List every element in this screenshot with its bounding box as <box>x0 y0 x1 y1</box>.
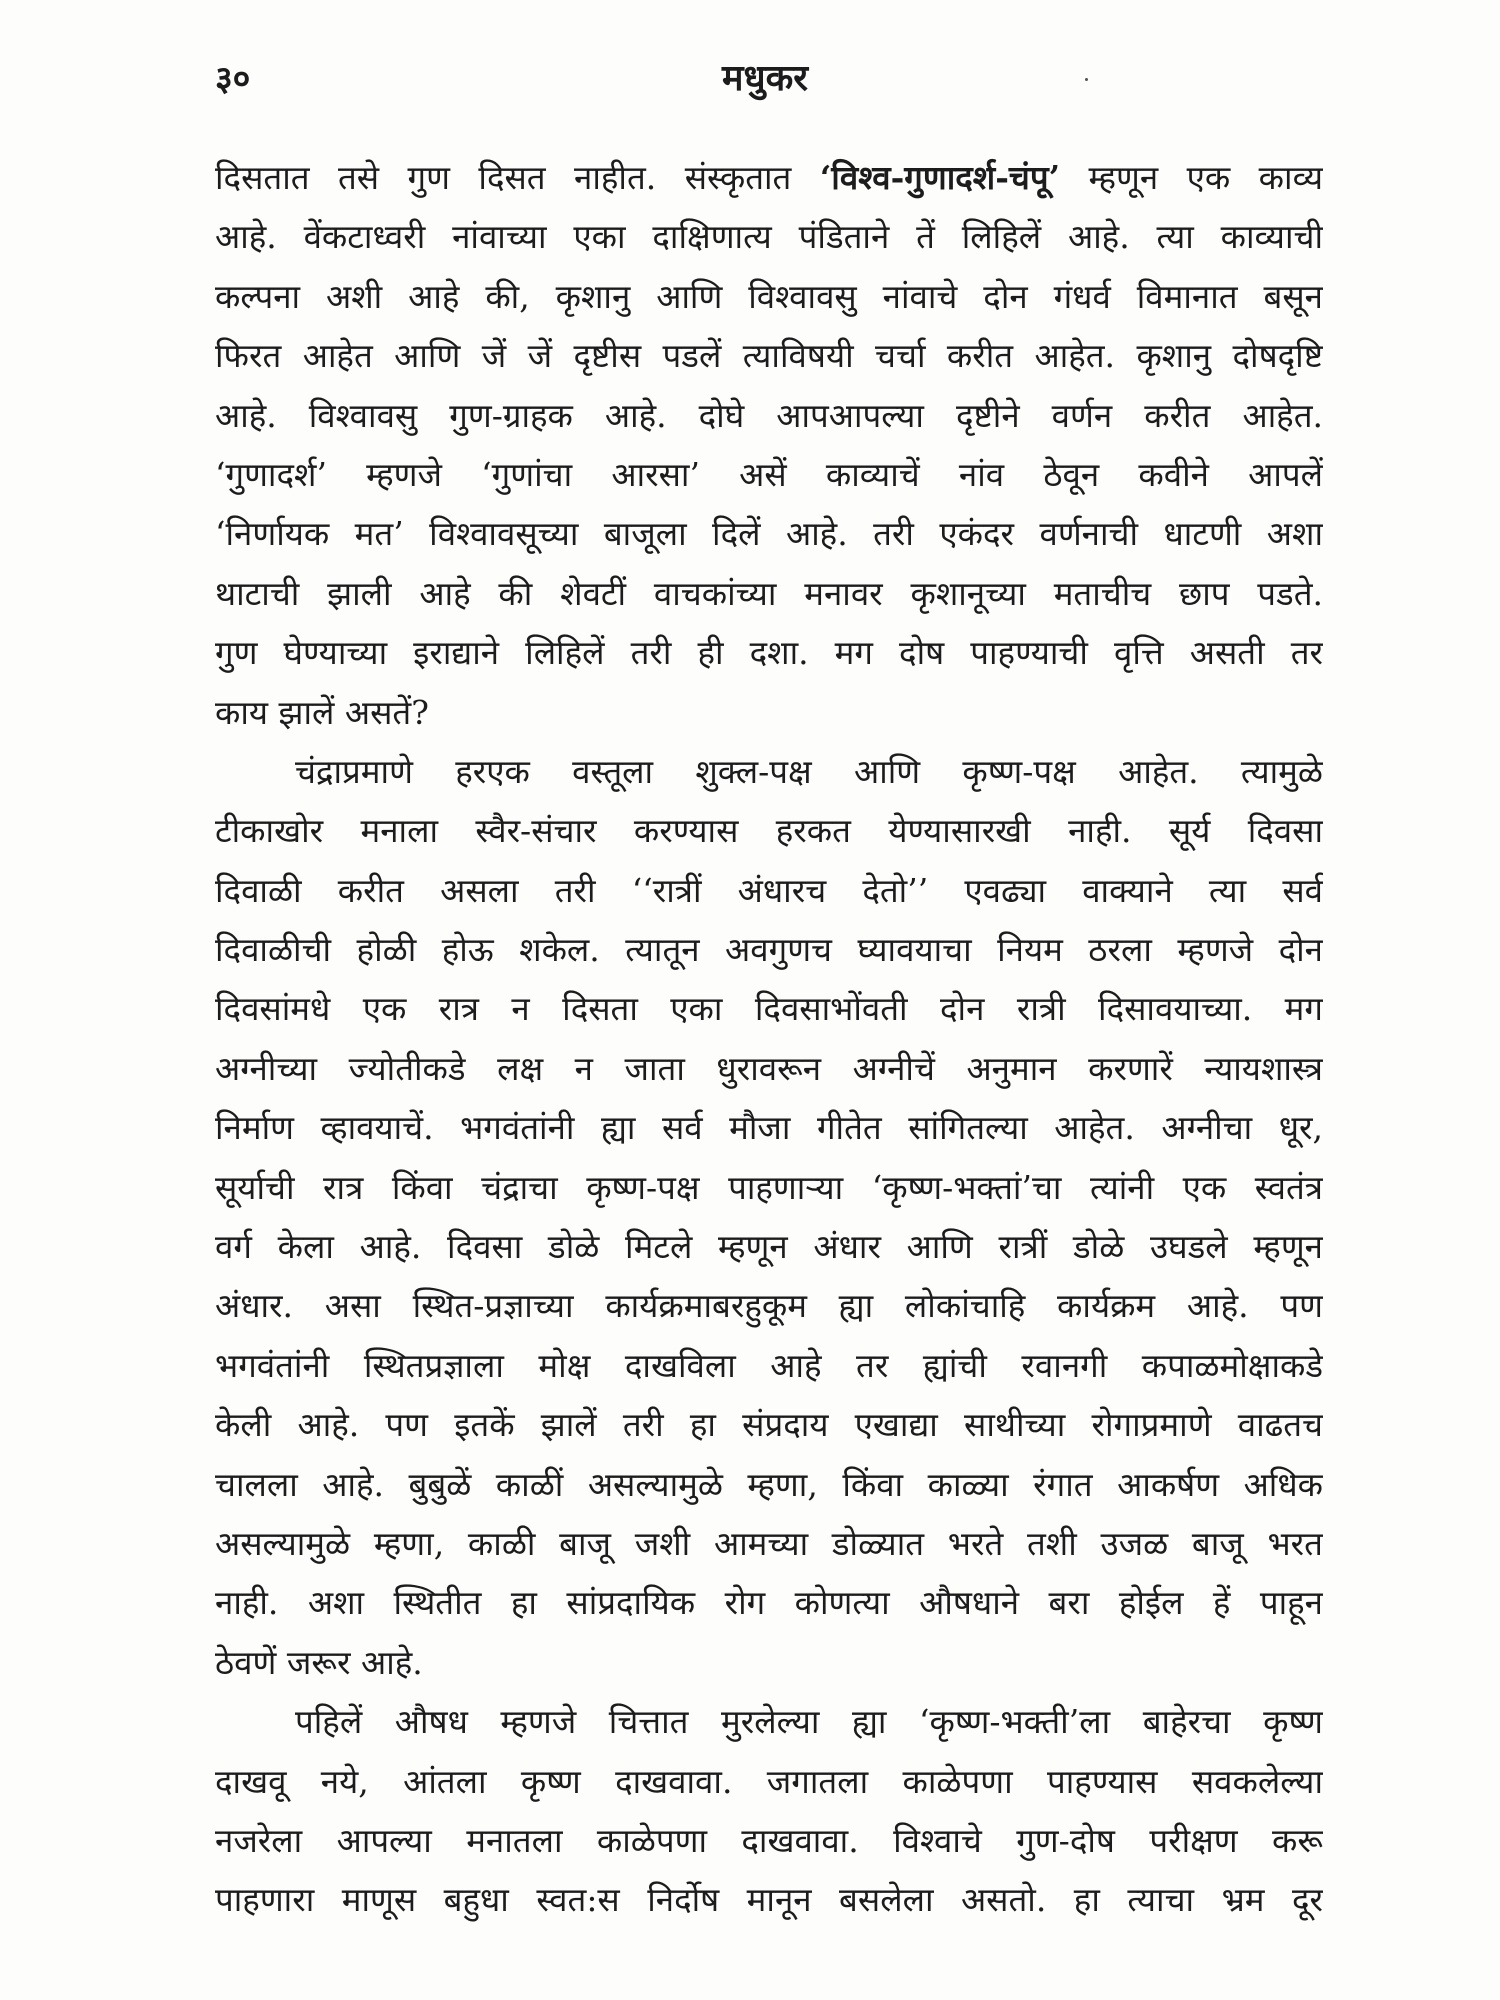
text-line <box>215 504 1323 563</box>
paragraph <box>215 148 1323 742</box>
bold-title-text: ‘विश्व-गुणादर्श-चंपू’ <box>819 158 1061 197</box>
book-title: मधुकर <box>721 57 809 99</box>
text-line <box>215 1158 1323 1217</box>
text-line <box>215 861 1323 920</box>
text-line <box>215 445 1323 504</box>
text-line <box>215 207 1323 266</box>
text-line <box>215 979 1323 1038</box>
line-text: दिसतात तसे गुण दिसत नाहीत. संस्कृतात <box>215 158 820 197</box>
text-line <box>215 1336 1323 1395</box>
text-line <box>215 1039 1323 1098</box>
line-text: ‘निर्णायक मत’ विश्वावसूच्या बाजूला दिलें आहे. तरी एकंदर वर्णनाची धाटणी अशा <box>215 514 1323 554</box>
line-text: चालला आहे. बुबुळें काळीं असल्यामुळे म्हणा, किंवा काळ्या रंगात आकर्षण अधिक <box>215 1464 1323 1504</box>
text-line <box>215 564 1323 623</box>
line-text: नाही. अशा स्थितीत हा सांप्रदायिक रोग कोणत्या औषधाने बरा होईल हें पाहून <box>215 1583 1323 1623</box>
paragraph <box>215 742 1323 1692</box>
line-text: अग्नीच्या ज्योतीकडे लक्ष न जाता धुरावरून अग्नीचें अनुमान करणारें न्यायशास्त्र <box>215 1048 1323 1088</box>
text-line <box>215 623 1323 682</box>
line-text: म्हणून एक काव्य <box>1060 158 1323 197</box>
line-text: आहे. विश्वावसु गुण-ग्राहक आहे. दोघे आपआपल्या दृष्टीने वर्णन करीत आहेत. <box>215 395 1323 435</box>
text-line <box>215 920 1323 979</box>
line-text: फिरत आहेत आणि जें जें दृष्टीस पडलें त्याविषयी चर्चा करीत आहेत. कृशानु दोषदृष्टि <box>215 336 1323 376</box>
text-line <box>215 1276 1323 1335</box>
line-text: ठेवणें जरूर आहे. <box>215 1642 423 1682</box>
line-text: दाखवू नये, आंतला कृष्ण दाखवावा. जगातला काळेपणा पाहण्यास सवकलेल्या <box>215 1761 1323 1801</box>
line-text: दिवसांमधे एक रात्र न दिसता एका दिवसाभोंवती दोन रात्री दिसावयाच्या. मग <box>215 989 1323 1029</box>
line-text: दिवाळीची होळी होऊ शकेल. त्यातून अवगुणच घ्यावयाचा नियम ठरला म्हणजे दोन <box>215 930 1323 970</box>
line-text: आहे. वेंकटाध्वरी नांवाच्या एका दाक्षिणात्य पंडिताने तें लिहिलें आहे. त्या काव्याची <box>215 217 1323 257</box>
line-text: थाटाची झाली आहे की शेवटीं वाचकांच्या मनावर कृशानूच्या मताचीच छाप पडते. <box>215 573 1323 613</box>
paragraph <box>215 1692 1323 1930</box>
page-number: ३० <box>215 59 251 99</box>
running-head <box>215 48 1315 108</box>
text-line <box>215 1811 1323 1870</box>
line-text: टीकाखोर मनाला स्वैर-संचार करण्यास हरकत येण्यासारखी नाही. सूर्य दिवसा <box>215 811 1323 851</box>
text-line <box>215 801 1323 860</box>
line-text: केली आहे. पण इतकें झालें तरी हा संप्रदाय एखाद्या साथीच्या रोगाप्रमाणे वाढतच <box>215 1405 1323 1445</box>
text-line <box>215 1573 1323 1632</box>
line-text: दिवाळी करीत असला तरी ‘‘रात्रीं अंधारच देतो’’ एवढ्या वाक्याने त्या सर्व <box>215 870 1323 910</box>
text-line <box>215 1514 1323 1573</box>
text-line <box>215 326 1323 385</box>
line-text: भगवंतांनी स्थितप्रज्ञाला मोक्ष दाखविला आहे तर ह्यांची रवानगी कपाळमोक्षाकडे <box>215 1345 1323 1385</box>
line-text: चंद्राप्रमाणे हरएक वस्तूला शुक्ल-पक्ष आणि कृष्ण-पक्ष आहेत. त्यामुळे <box>295 751 1323 791</box>
text-line <box>215 1217 1323 1276</box>
line-text: पहिलें औषध म्हणजे चित्तात मुरलेल्या ह्या ‘कृष्ण-भक्ती’ला बाहेरचा कृष्ण <box>295 1702 1323 1742</box>
text-line <box>215 1870 1323 1929</box>
text-line <box>215 386 1323 445</box>
text-line <box>215 267 1323 326</box>
text-line <box>215 148 1323 207</box>
line-text: वर्ग केला आहे. दिवसा डोळे मिटले म्हणून अंधार आणि रात्रीं डोळे उघडले म्हणून <box>215 1227 1323 1267</box>
text-line <box>215 1098 1323 1157</box>
line-text: निर्माण व्हावयाचें. भगवंतांनी ह्या सर्व मौजा गीतेत सांगितल्या आहेत. अग्नीचा धूर, <box>215 1108 1323 1148</box>
line-text: ‘गुणादर्श’ म्हणजे ‘गुणांचा आरसा’ असें काव्याचें नांव ठेवून कवीने आपलें <box>215 454 1323 494</box>
text-line <box>215 1752 1323 1811</box>
line-text: नजरेला आपल्या मनातला काळेपणा दाखवावा. विश्वाचे गुण-दोष परीक्षण करू <box>215 1820 1323 1860</box>
line-text: गुण घेण्याच्या इराद्याने लिहिलें तरी ही दशा. मग दोष पाहण्याची वृत्ति असती तर <box>215 633 1323 673</box>
line-text: कल्पना अशी आहे की, कृशानु आणि विश्वावसु नांवाचे दोन गंधर्व विमानात बसून <box>215 276 1323 316</box>
text-line <box>215 1395 1323 1454</box>
line-text: अंधार. असा स्थित-प्रज्ञाच्या कार्यक्रमाबरहुकूम ह्या लोकांचाहि कार्यक्रम आहे. पण <box>215 1286 1323 1326</box>
line-text: असल्यामुळे म्हणा, काळी बाजू जशी आमच्या डोळ्यात भरते तशी उजळ बाजू भरत <box>215 1523 1323 1563</box>
line-text: काय झालें असतें? <box>215 692 429 732</box>
text-line <box>215 683 1323 742</box>
print-speck <box>1085 78 1088 81</box>
text-line <box>215 1692 1323 1751</box>
line-text: सूर्याची रात्र किंवा चंद्राचा कृष्ण-पक्ष पाहणाऱ्या ‘कृष्ण-भक्तां’चा त्यांनी एक स्वतंत्र <box>215 1167 1323 1207</box>
text-line <box>215 742 1323 801</box>
body-text <box>215 148 1323 1930</box>
text-line <box>215 1633 1323 1692</box>
text-line <box>215 1455 1323 1514</box>
line-text: पाहणारा माणूस बहुधा स्वत:स निर्दोष मानून बसलेला असतो. हा त्याचा भ्रम दूर <box>215 1880 1323 1920</box>
